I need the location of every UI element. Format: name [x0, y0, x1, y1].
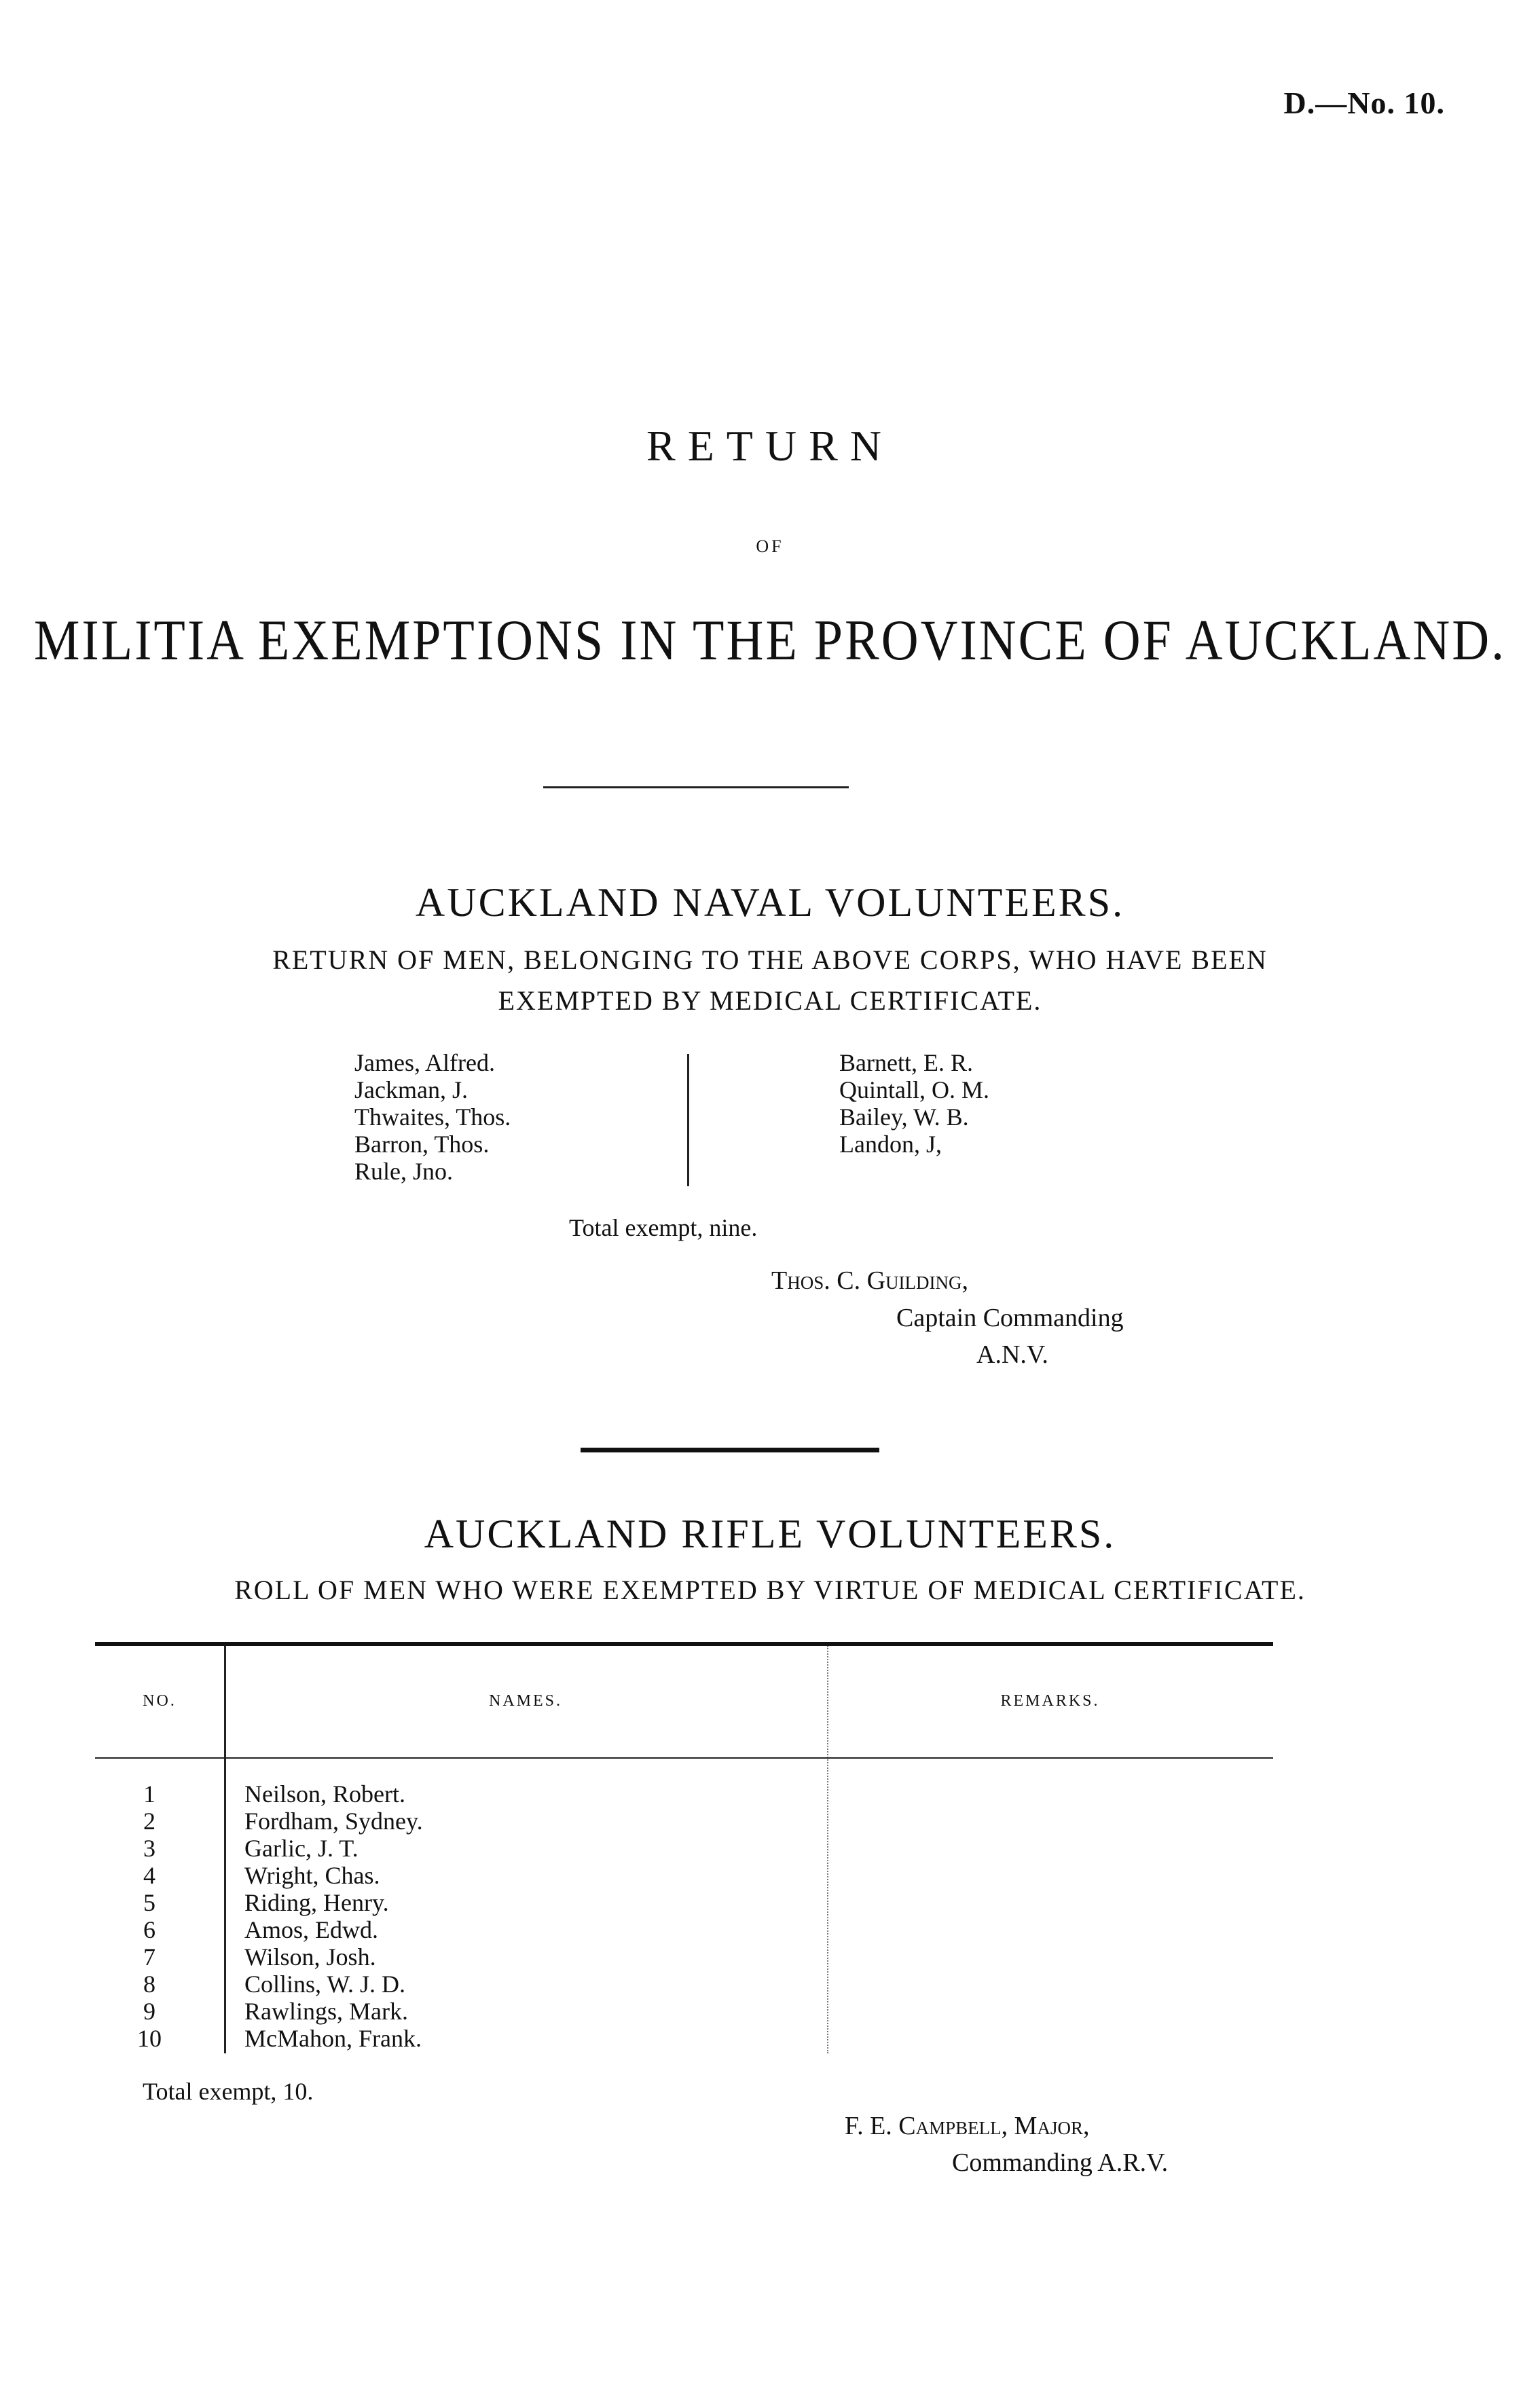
row-name: Collins, W. J. D.: [244, 1971, 406, 1998]
table-row: [95, 1862, 1273, 1889]
table-row: [95, 1889, 1273, 1916]
row-number: 3: [143, 1835, 155, 1862]
column-separator: [687, 1054, 689, 1186]
list-item: Jackman, J.: [354, 1076, 468, 1103]
table-row: [95, 1943, 1273, 1971]
table-row: [95, 1835, 1273, 1862]
list-item: Rule, Jno.: [354, 1158, 454, 1185]
column-header-no: NO.: [143, 1692, 177, 1710]
row-name: Neilson, Robert.: [244, 1780, 405, 1808]
row-number: 4: [143, 1862, 155, 1889]
list-item: James, Alfred.: [354, 1049, 495, 1076]
rifle-signatory-unit: Commanding A.R.V.: [952, 2148, 1169, 2177]
list-item: Thwaites, Thos.: [354, 1103, 511, 1131]
table-row: [95, 1780, 1273, 1808]
list-item: Barnett, E. R.: [839, 1049, 973, 1076]
title-return: RETURN: [646, 422, 894, 470]
row-name: Amos, Edwd.: [244, 1916, 378, 1943]
table-row: [95, 1808, 1273, 1835]
row-number: 7: [143, 1943, 155, 1971]
table-row: [95, 1971, 1273, 1998]
row-number: 10: [137, 2025, 162, 2052]
rifle-heading: AUCKLAND RIFLE VOLUNTEERS.: [424, 1511, 1116, 1556]
table-row: [95, 1998, 1273, 2025]
divider-thick: [581, 1448, 879, 1452]
row-name: Riding, Henry.: [244, 1889, 389, 1916]
naval-signatory: Thos. C. Guilding,: [771, 1266, 968, 1295]
rifle-signatory: F. E. Campbell, Major,: [845, 2112, 1090, 2140]
table-header-rule: [95, 1757, 1273, 1759]
row-name: Wilson, Josh.: [244, 1943, 376, 1971]
row-name: Fordham, Sydney.: [244, 1808, 423, 1835]
document-reference: D.—No. 10.: [1283, 86, 1445, 120]
row-name: Garlic, J. T.: [244, 1835, 359, 1862]
naval-subheading-line2: EXEMPTED BY MEDICAL CERTIFICATE.: [498, 985, 1042, 1016]
title-of: OF: [756, 536, 784, 556]
row-number: 8: [143, 1971, 155, 1998]
page-title: MILITIA EXEMPTIONS IN THE PROVINCE OF AUCKLAND.: [33, 608, 1507, 672]
row-number: 6: [143, 1916, 155, 1943]
rifle-total: Total exempt, 10.: [143, 2078, 314, 2105]
column-header-names: NAMES.: [488, 1692, 562, 1710]
row-number: 5: [143, 1889, 155, 1916]
table-row: [95, 2025, 1273, 2052]
row-name: Rawlings, Mark.: [244, 1998, 408, 2025]
naval-right-names: [839, 1049, 989, 1158]
column-header-remarks: REMARKS.: [1000, 1692, 1100, 1710]
rifle-subheading: ROLL OF MEN WHO WERE EXEMPTED BY VIRTUE OF MEDICAL CERTIFICATE.: [234, 1575, 1306, 1605]
naval-subheading-line1: RETURN OF MEN, BELONGING TO THE ABOVE CORPS, WHO HAVE BEEN: [272, 945, 1268, 975]
list-item: Bailey, W. B.: [839, 1103, 969, 1131]
row-number: 9: [143, 1998, 155, 2025]
row-number: 1: [143, 1780, 155, 1808]
naval-signatory-rank: Captain Commanding: [896, 1304, 1124, 1332]
naval-heading: AUCKLAND NAVAL VOLUNTEERS.: [415, 880, 1125, 925]
list-item: Quintall, O. M.: [839, 1076, 989, 1103]
naval-left-names: [354, 1049, 511, 1185]
row-name: Wright, Chas.: [244, 1862, 380, 1889]
table-top-rule: [95, 1642, 1273, 1646]
naval-signatory-unit: A.N.V.: [976, 1340, 1048, 1369]
divider-thin: [543, 786, 849, 788]
list-item: Landon, J,: [839, 1131, 942, 1158]
table-row: [95, 1916, 1273, 1943]
list-item: Barron, Thos.: [354, 1131, 490, 1158]
naval-total: Total exempt, nine.: [569, 1214, 758, 1241]
row-name: McMahon, Frank.: [244, 2025, 422, 2052]
row-number: 2: [143, 1808, 155, 1835]
roll-body: [95, 1780, 1273, 2052]
